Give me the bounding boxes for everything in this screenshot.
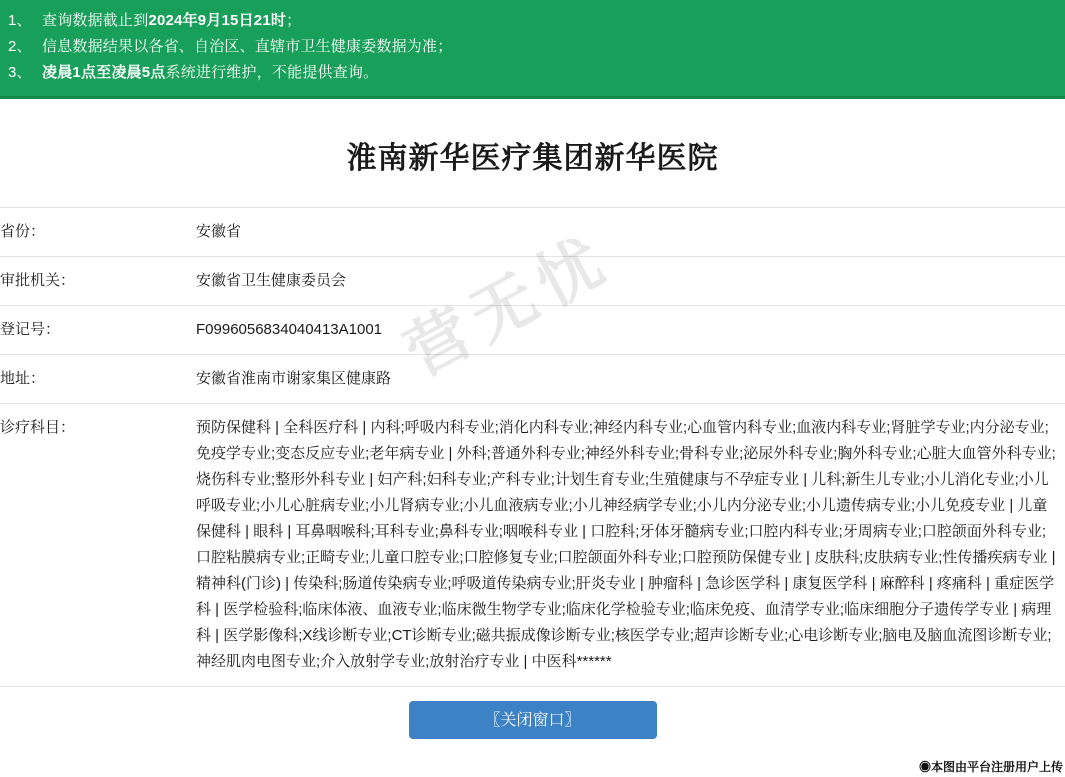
row-value: 安徽省淮南市谢家集区健康路	[196, 370, 392, 387]
notice-number: 3、	[8, 64, 32, 81]
notice-text-tail: 系统进行维护，不能提供查询。	[165, 64, 379, 81]
row-value: 安徽省卫生健康委员会	[196, 272, 347, 289]
notice-text-bold: 2024年9月15日21时	[148, 12, 287, 29]
page-title: 淮南新华医疗集团新华医院	[346, 142, 719, 175]
table-row	[0, 208, 1065, 257]
row-value: 安徽省	[196, 223, 242, 240]
notice-text-bold: 凌晨1点至凌晨5点	[42, 64, 166, 81]
table-row	[0, 404, 1065, 687]
notice-number: 1、	[8, 12, 32, 29]
notice-text: 查询数据截止到	[42, 12, 149, 29]
row-value: F0996056834040413A1001	[196, 321, 383, 338]
hospital-info-table	[0, 207, 1065, 687]
corner-watermark: ◉本图由平台注册用户上传	[918, 760, 1063, 774]
notice-line-1	[0, 8, 1065, 34]
table-row	[0, 306, 1065, 355]
notice-text: 信息数据结果以各省、自治区、直辖市卫生健康委数据为准；	[42, 38, 453, 55]
row-value: 预防保健科 | 全科医疗科 | 内科;呼吸内科专业;消化内科专业;神经内科专业;心血管内科专业;血液内科专业;肾脏学专业;内分泌专业;免疫学专业;变态反应专业;老年病专业 | 外科;普通外科专业;神经外科专业;骨科专业;泌尿外科专业;胸外科专业;心脏大血管外科专业;烧伤科专业;整形外科专业 | 妇产科;妇科专业;产科专业;计划生育专业;生殖健康与不孕症专业 | 儿科;新生儿专业;小儿消化专业;小儿呼吸专业;小儿心脏病专业;小儿肾病专业;小儿血液病专业;小儿神经病学专业;小儿内分泌专业;小儿遗传病专业;小儿免疫专业 | 儿童保健科 | 眼科 | 耳鼻咽喉科;耳科专业;鼻科专业;咽喉科专业 | 口腔科;牙体牙髓病专业;口腔内科专业;牙周病专业;口腔颌面外科专业;口腔粘膜病专业;正畸专业;儿童口腔专业;口腔修复专业;口腔颌面外科专业;口腔预防保健专业 | 皮肤科;皮肤病专业;性传播疾病专业 | 精神科(门诊) | 传染科;肠道传染病专业;呼吸道传染病专业;肝炎专业 | 肿瘤科 | 急诊医学科 | 康复医学科 | 麻醉科 | 疼痛科 | 重症医学科 | 医学检验科;临床体液、血液专业;临床微生物学专业;临床化学检验专业;临床免疫、血清学专业;临床细胞分子遗传学专业 | 病理科 | 医学影像科;X线诊断专业;CT诊断专业;磁共振成像诊断专业;核医学专业;超声诊断专业;心电诊断专业;脑电及脑血流图诊断专业;神经肌肉电图专业;介入放射学专业;放射治疗专业 | 中医科******	[196, 419, 1056, 670]
table-row	[0, 355, 1065, 404]
row-label: 诊疗科目：	[0, 419, 76, 436]
row-label: 登记号：	[0, 321, 61, 338]
row-label: 地址：	[0, 370, 46, 387]
row-label: 审批机关：	[0, 272, 76, 289]
close-window-button[interactable]: 〖关闭窗口〗	[409, 701, 657, 739]
table-row	[0, 257, 1065, 306]
notice-text-tail: ；	[286, 12, 302, 29]
button-row	[0, 687, 1065, 749]
notice-line-3	[0, 60, 1065, 86]
row-label: 省份：	[0, 223, 46, 240]
diagonal-watermark: 营无忧	[393, 221, 624, 390]
notice-line-2	[0, 34, 1065, 60]
notice-number: 2、	[8, 38, 32, 55]
notice-banner	[0, 0, 1065, 99]
